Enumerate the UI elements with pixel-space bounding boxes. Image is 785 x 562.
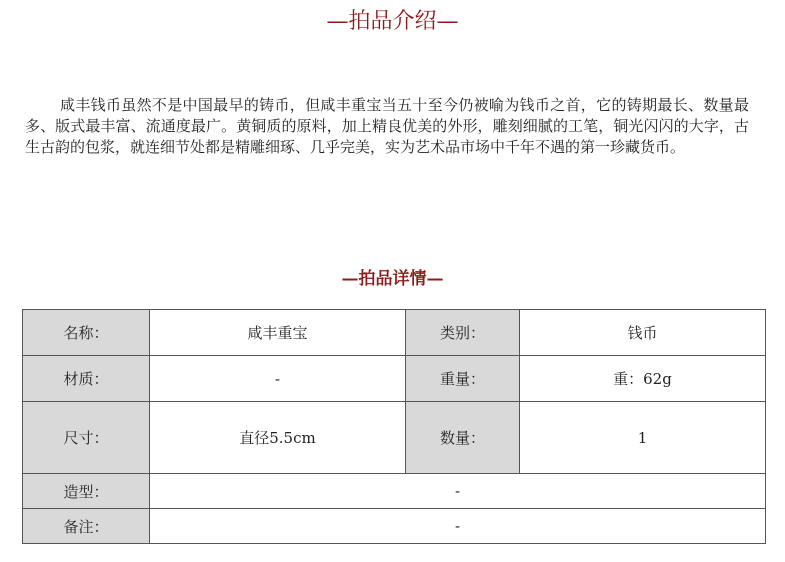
weight-value: 重：62g bbox=[520, 356, 766, 402]
details-table bbox=[22, 309, 766, 544]
name-label: 名称： bbox=[23, 310, 150, 356]
intro-paragraph: 咸丰钱币虽然不是中国最早的铸币，但咸丰重宝当五十至今仍被喻为钱币之首，它的铸期最长、数量最多、版式最丰富、流通度最广。黄铜质的原料，加上精良优美的外形，雕刻细腻的工笔，铜光闪闪的大字，古生古韵的包浆，就连细节处都是精雕细琢、几乎完美，实为艺术品市场中千年不遇的第一珍藏货币。 bbox=[25, 96, 749, 156]
details-heading: —拍品详情— bbox=[341, 269, 444, 289]
category-label: 类别： bbox=[406, 310, 520, 356]
table-row bbox=[23, 356, 766, 402]
size-value: 直径5.5cm bbox=[150, 402, 406, 474]
category-value: 钱币 bbox=[520, 310, 766, 356]
table-row bbox=[23, 474, 766, 509]
remarks-value: - bbox=[150, 509, 766, 544]
size-label: 尺寸： bbox=[23, 402, 150, 474]
intro-heading: —拍品介绍— bbox=[326, 9, 459, 34]
remarks-label: 备注： bbox=[23, 509, 150, 544]
weight-label: 重量： bbox=[406, 356, 520, 402]
table-row bbox=[23, 310, 766, 356]
quantity-label: 数量： bbox=[406, 402, 520, 474]
shape-label: 造型： bbox=[23, 474, 150, 509]
shape-value: - bbox=[150, 474, 766, 509]
table-row bbox=[23, 402, 766, 474]
name-value: 咸丰重宝 bbox=[150, 310, 406, 356]
material-value: - bbox=[150, 356, 406, 402]
material-label: 材质： bbox=[23, 356, 150, 402]
quantity-value: 1 bbox=[520, 402, 766, 474]
table-row bbox=[23, 509, 766, 544]
